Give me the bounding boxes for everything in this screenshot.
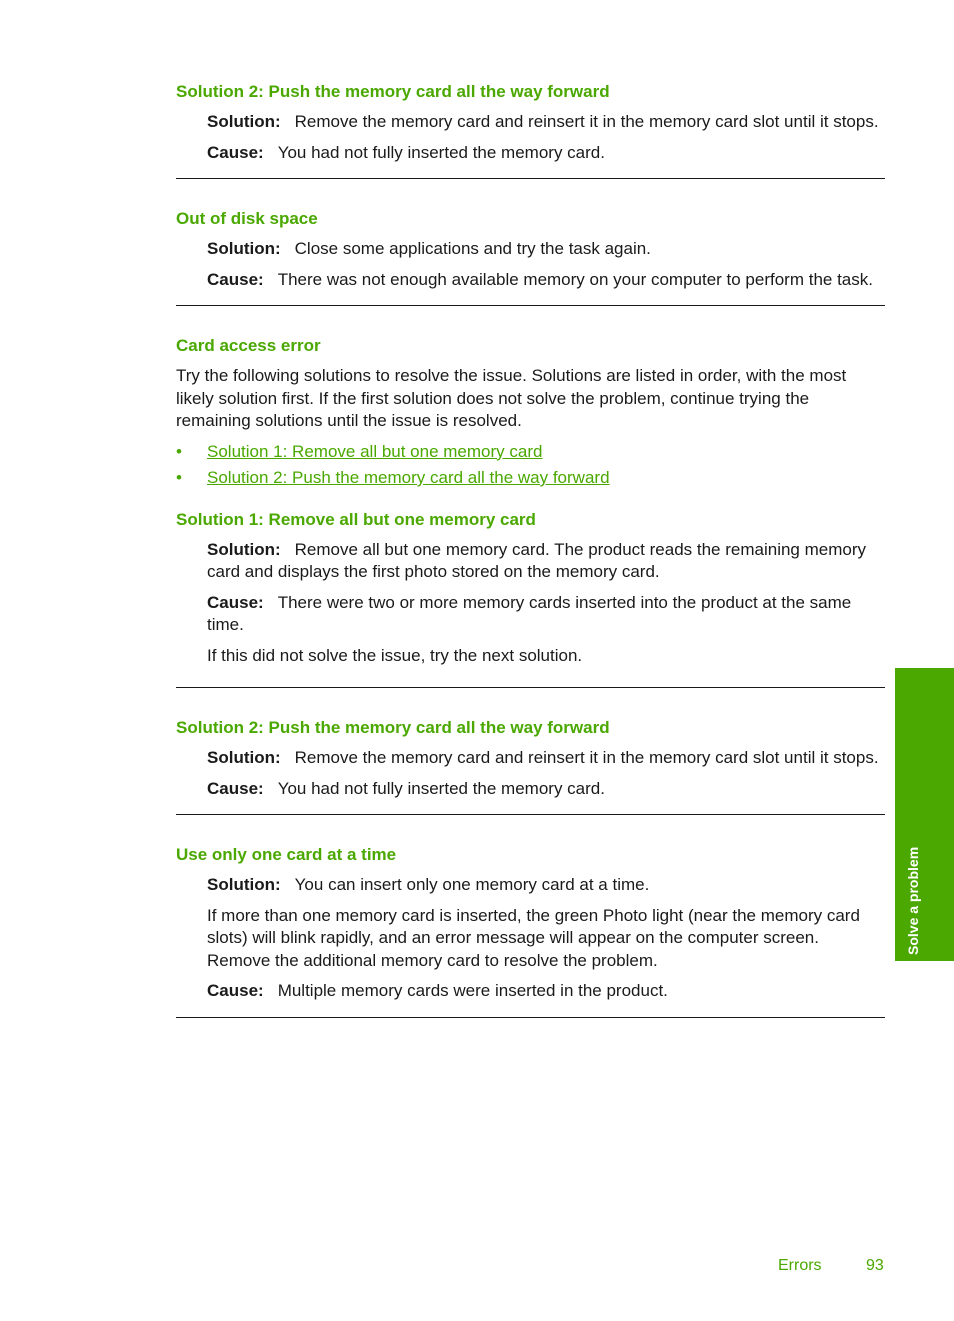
- solution-text: Close some applications and try the task again.: [294, 239, 651, 258]
- intro-paragraph: Try the following solutions to resolve the issue. Solutions are listed in order, with the most likely solution first. If the first solution does not solve the problem, continue trying the remaining solutions until the issue is resolved.: [176, 366, 847, 430]
- solution-paragraph: [207, 747, 885, 770]
- section-heading: Solution 2: Push the memory card all the way forward: [176, 718, 610, 737]
- note-paragraph: If this did not solve the issue, try the next solution.: [207, 645, 583, 665]
- footer-page-number: 93: [866, 1257, 884, 1274]
- solution-paragraph: [207, 539, 885, 584]
- cause-label: Cause:: [207, 778, 264, 798]
- chapter-side-tab: [895, 668, 954, 961]
- solution-paragraph: [207, 111, 885, 134]
- section-body: [207, 111, 885, 164]
- solution-label: Solution:: [207, 875, 281, 894]
- solution-paragraph: [207, 874, 885, 897]
- solution-label: Solution:: [207, 112, 281, 131]
- bullet-icon: •: [176, 441, 182, 461]
- section-divider: [176, 305, 885, 306]
- section-divider: [176, 814, 885, 815]
- cause-paragraph: [207, 269, 885, 292]
- cause-paragraph: [207, 980, 885, 1003]
- solution-label: Solution:: [207, 539, 281, 559]
- section-body: [207, 747, 885, 800]
- section-heading: Card access error: [176, 336, 321, 355]
- section-divider: [176, 1017, 885, 1018]
- link-solution-2[interactable]: Solution 2: Push the memory card all the way forward: [207, 468, 610, 487]
- cause-text: You had not fully inserted the memory card.: [277, 142, 605, 162]
- cause-label: Cause:: [207, 981, 264, 1000]
- section-heading: Use only one card at a time: [176, 845, 397, 864]
- footer-section-name: Errors: [778, 1257, 822, 1274]
- section-body: [207, 874, 885, 1003]
- section-body: [207, 238, 885, 291]
- cause-paragraph: [207, 142, 885, 165]
- solution-paragraph: [207, 238, 885, 261]
- cause-paragraph: [207, 592, 885, 637]
- section-heading: Out of disk space: [176, 209, 318, 228]
- solution-text: Remove the memory card and reinsert it in the memory card slot until it stops.: [294, 748, 879, 767]
- list-item: [176, 467, 885, 490]
- bullet-icon: •: [176, 468, 182, 487]
- cause-text: There were two or more memory cards inserted into the product at the same time.: [207, 592, 852, 634]
- section-heading: Solution 2: Push the memory card all the way forward: [176, 82, 610, 101]
- cause-text: There was not enough available memory on your computer to perform the task.: [277, 269, 873, 289]
- solution-label: Solution:: [207, 239, 281, 258]
- cause-text: Multiple memory cards were inserted in the product.: [277, 981, 668, 1000]
- list-item: [176, 441, 885, 464]
- chapter-side-tab-label: Solve a problem: [905, 846, 921, 955]
- cause-text: You had not fully inserted the memory card.: [277, 778, 605, 798]
- cause-label: Cause:: [207, 592, 264, 612]
- solution-text: You can insert only one memory card at a time.: [294, 875, 650, 894]
- cause-paragraph: [207, 778, 885, 801]
- section-heading: Solution 1: Remove all but one memory card: [176, 509, 536, 529]
- solution-label: Solution:: [207, 748, 281, 767]
- solution-text: Remove all but one memory card. The product reads the remaining memory card and displays the first photo stored on the memory card.: [207, 539, 866, 581]
- detail-paragraph: If more than one memory card is inserted, the green Photo light (near the memory card slots) will blink rapidly, and an error message will appear on the computer screen. Remove the additional memory card to resolve the problem.: [207, 905, 860, 970]
- link-solution-1[interactable]: Solution 1: Remove all but one memory card: [207, 441, 543, 461]
- solution-link-list: [176, 441, 885, 490]
- section-divider: [176, 687, 885, 688]
- section-body: [207, 539, 885, 668]
- cause-label: Cause:: [207, 142, 264, 162]
- section-divider: [176, 178, 885, 179]
- page-content: [176, 80, 885, 1046]
- solution-text: Remove the memory card and reinsert it in the memory card slot until it stops.: [294, 112, 879, 131]
- cause-label: Cause:: [207, 269, 264, 289]
